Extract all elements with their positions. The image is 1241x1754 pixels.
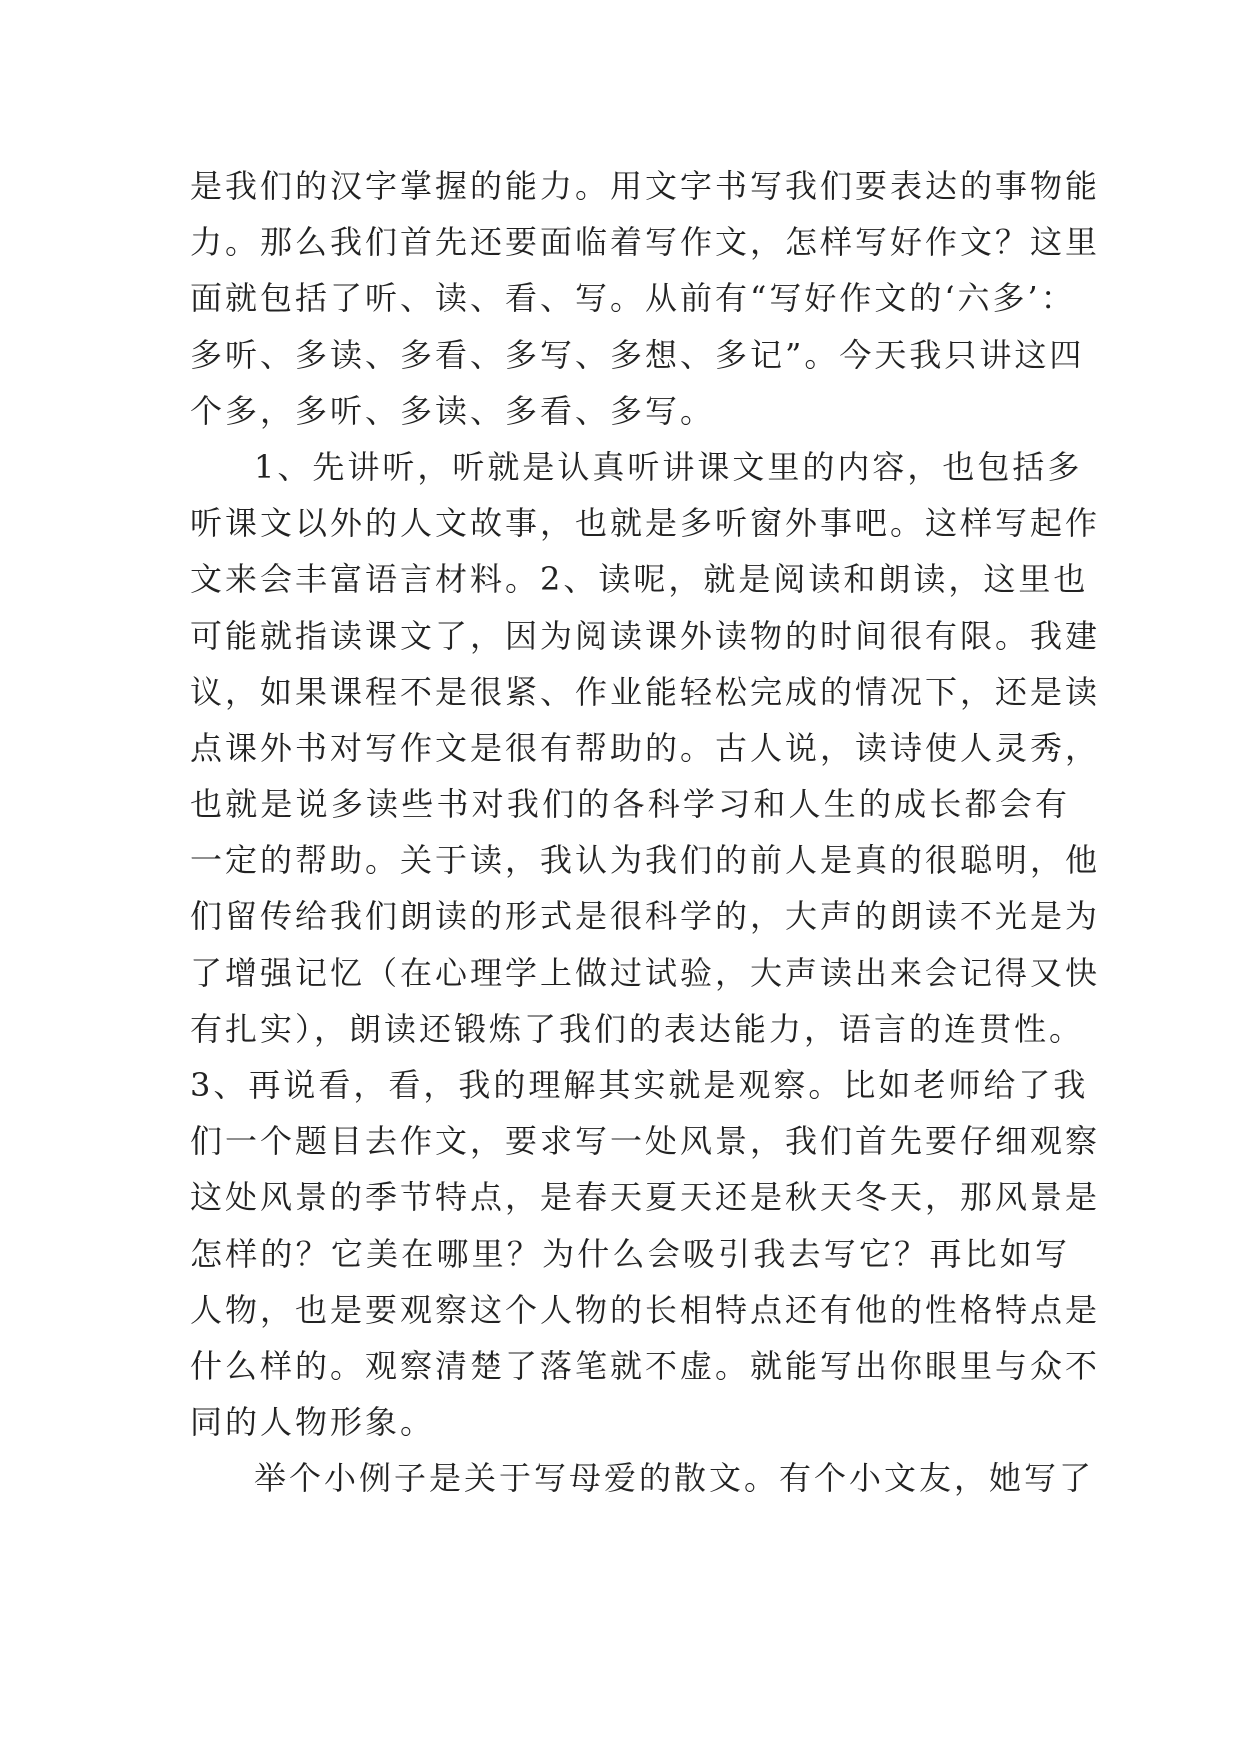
text-line: 面就包括了听、读、看、写。从前有“写好作文的‘六多’： bbox=[190, 279, 1076, 318]
text-line: 同的人物形象。 bbox=[190, 1403, 436, 1442]
text-line: 可能就指读课文了，因为阅读课外读物的时间很有限。我建 bbox=[190, 616, 1101, 655]
text-line: 人物，也是要观察这个人物的长相特点还有他的性格特点是 bbox=[190, 1290, 1101, 1329]
text-line: 也就是说多读些书对我们的各科学习和人生的成长都会有 bbox=[190, 785, 1070, 824]
text-line: 们一个题目去作文，要求写一处风景，我们首先要仔细观察 bbox=[190, 1122, 1101, 1161]
paragraph-1 bbox=[190, 158, 1101, 439]
text-line: 怎样的？它美在哪里？为什么会吸引我去写它？再比如写 bbox=[190, 1234, 1070, 1273]
text-line: 1、先讲听，听就是认真听讲课文里的内容，也包括多 bbox=[254, 447, 1083, 486]
text-line: 们留传给我们朗读的形式是很科学的，大声的朗读不光是为 bbox=[190, 897, 1101, 936]
text-line: 议，如果课程不是很紧、作业能轻松完成的情况下，还是读 bbox=[190, 672, 1101, 711]
text-line: 了增强记忆（在心理学上做过试验，大声读出来会记得又快 bbox=[190, 953, 1101, 992]
document-body bbox=[190, 158, 1101, 1507]
paragraph-2 bbox=[190, 439, 1101, 1450]
text-line: 点课外书对写作文是很有帮助的。古人说，读诗使人灵秀， bbox=[190, 728, 1101, 767]
text-line: 个多，多听、多读、多看、多写。 bbox=[190, 391, 716, 430]
text-line: 这处风景的季节特点，是春天夏天还是秋天冬天，那风景是 bbox=[190, 1178, 1101, 1217]
text-line: 3、再说看，看，我的理解其实就是观察。比如老师给了我 bbox=[190, 1066, 1089, 1104]
text-line: 什么样的。观察清楚了落笔就不虚。就能写出你眼里与众不 bbox=[190, 1346, 1101, 1385]
text-line: 一定的帮助。关于读，我认为我们的前人是真的很聪明，他 bbox=[190, 841, 1101, 880]
text-line: 有扎实），朗读还锻炼了我们的表达能力，语言的连贯性。 bbox=[190, 1009, 1085, 1048]
text-line: 力。那么我们首先还要面临着写作文，怎样写好作文？这里 bbox=[190, 223, 1101, 262]
paragraph-3 bbox=[190, 1450, 1095, 1506]
text-line: 听课文以外的人文故事，也就是多听窗外事吧。这样写起作 bbox=[190, 504, 1101, 543]
text-line: 文来会丰富语言材料。2、读呢，就是阅读和朗读，这里也 bbox=[190, 560, 1089, 599]
text-line: 多听、多读、多看、多写、多想、多记”。今天我只讲这四 bbox=[190, 335, 1085, 374]
text-line: 举个小例子是关于写母爱的散文。有个小文友，她写了 bbox=[254, 1459, 1095, 1498]
text-line: 是我们的汉字掌握的能力。用文字书写我们要表达的事物能 bbox=[190, 167, 1101, 205]
